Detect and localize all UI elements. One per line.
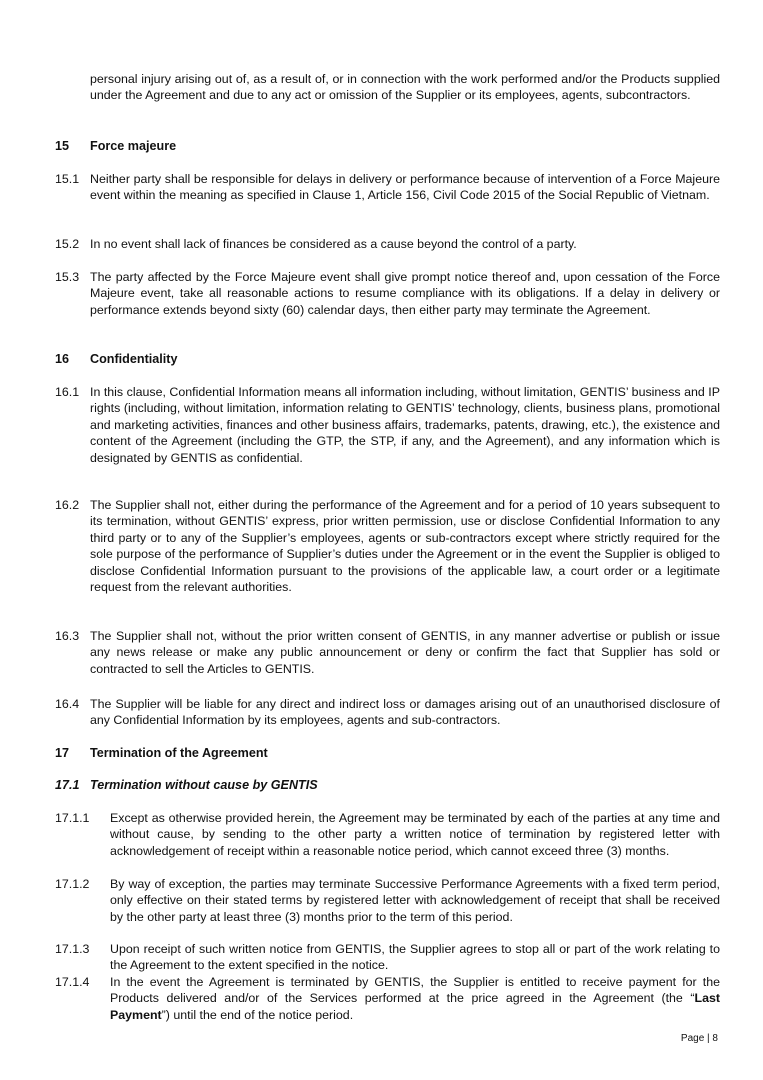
item-17-1-2-text: By way of exception, the parties may terminate Successive Performance Agreements with a fixed term period, only effective on their stated terms by registered letter with acknowledgement of receipt that shall be received by the other party at least three (3) months prior to the term of this period. xyxy=(110,877,720,924)
section-15-title: Force majeure xyxy=(90,139,177,153)
clause-16-2-text: The Supplier shall not, either during the performance of the Agreement and for a period of 10 years subsequent to its termination, without GENTIS’ express, prior written permission, use or disclose Confidential Information to any third party or to any of the Supplier’s employees, agents or sub-contractors except where strictly required for the sole purpose of the performance of Supplier’s duties under the Agreement or in the event the Supplier is obliged to disclose Confidential Information pursuant to the provisions of the applicable law, a court order or a legitimate request from the relevant authorities. xyxy=(90,498,720,595)
item-17-1-4-number: 17.1.4 xyxy=(55,975,90,989)
clause-15-1-text: Neither party shall be responsible for delays in delivery or performance because of intervention of a Force Majeure event within the meaning as specified in Clause 1, Article 156, Civil Code 2015 of the Social Republic of Vietnam. xyxy=(90,172,720,203)
subsection-17-1-title: Termination without cause by GENTIS xyxy=(90,778,318,792)
item-17-1-4-text-b: ”) until the end of the notice period. xyxy=(161,1007,354,1022)
item-17-1-2-number: 17.1.2 xyxy=(55,877,90,891)
item-17-1-4-text-a: In the event the Agreement is terminated by GENTIS, the Supplier is entitled to receive payment for the Products delivered and/or of the Services performed at the price agreed in the Agreement (the “ xyxy=(110,975,720,1006)
clause-16-1-number: 16.1 xyxy=(55,385,80,399)
clause-16-4-text: The Supplier will be liable for any direct and indirect loss or damages arising out of an unauthorised disclosure of any Confidential Information by its employees, agents and sub-contractors. xyxy=(90,697,720,728)
clause-15-3-number: 15.3 xyxy=(55,270,80,284)
section-15-number: 15 xyxy=(55,139,70,153)
subsection-17-1-number: 17.1 xyxy=(55,778,80,792)
clause-16-4-number: 16.4 xyxy=(55,697,80,711)
clause-16-3-number: 16.3 xyxy=(55,629,80,643)
item-17-1-3-number: 17.1.3 xyxy=(55,942,90,956)
clause-15-3-text: The party affected by the Force Majeure event shall give prompt notice thereof and, upon cessation of the Force Majeure event, take all reasonable actions to resume compliance with its obligations. If a delay in delivery or performance extends beyond sixty (60) calendar days, then either party may terminate the Agreement. xyxy=(90,270,720,317)
last-payment-term: Last Payment xyxy=(110,991,720,1022)
section-17-number: 17 xyxy=(55,746,70,760)
clause-15-2-text: In no event shall lack of finances be considered as a cause beyond the control of a party. xyxy=(90,237,577,251)
page-number: Page | 8 xyxy=(680,1033,718,1044)
intro-paragraph: personal injury arising out of, as a result of, or in connection with the work performed and/or the Products supplied under the Agreement and due to any act or omission of the Supplier or its employees, agents, subcontractors. xyxy=(90,72,720,103)
section-16-title: Confidentiality xyxy=(90,352,178,366)
item-17-1-1-number: 17.1.1 xyxy=(55,811,90,825)
clause-16-1-text: In this clause, Confidential Information means all information including, without limitation, GENTIS’ business and IP rights (including, without limitation, information relating to GENTIS’ technology, clients, business plans, promotional and marketing activities, finances and other business affairs, trademarks, patents, drawing, etc.), the existence and content of the Agreement (including the GTP, the STP, if any, and the Agreement), and any information which is designated by GENTIS as confidential. xyxy=(90,385,720,465)
clause-15-2-number: 15.2 xyxy=(55,237,80,251)
item-17-1-3-text: Upon receipt of such written notice from GENTIS, the Supplier agrees to stop all or part of the work relating to the Agreement to the extent specified in the notice. xyxy=(110,942,720,973)
item-17-1-1-text: Except as otherwise provided herein, the Agreement may be terminated by each of the parties at any time and without cause, by sending to the other party a written notice of termination by registered letter with acknowledgement of receipt within a reasonable notice period, which cannot exceed three (3) months. xyxy=(110,811,720,858)
section-16-number: 16 xyxy=(55,352,70,366)
clause-16-2-number: 16.2 xyxy=(55,498,80,512)
clause-16-3-text: The Supplier shall not, without the prior written consent of GENTIS, in any manner advertise or publish or issue any news release or make any public announcement or deny or confirm the fact that Supplier has sold or contracted to sell the Articles to GENTIS. xyxy=(90,629,720,676)
item-17-1-4-text xyxy=(110,974,720,1023)
clause-15-1-number: 15.1 xyxy=(55,172,80,186)
section-17-title: Termination of the Agreement xyxy=(90,746,268,760)
